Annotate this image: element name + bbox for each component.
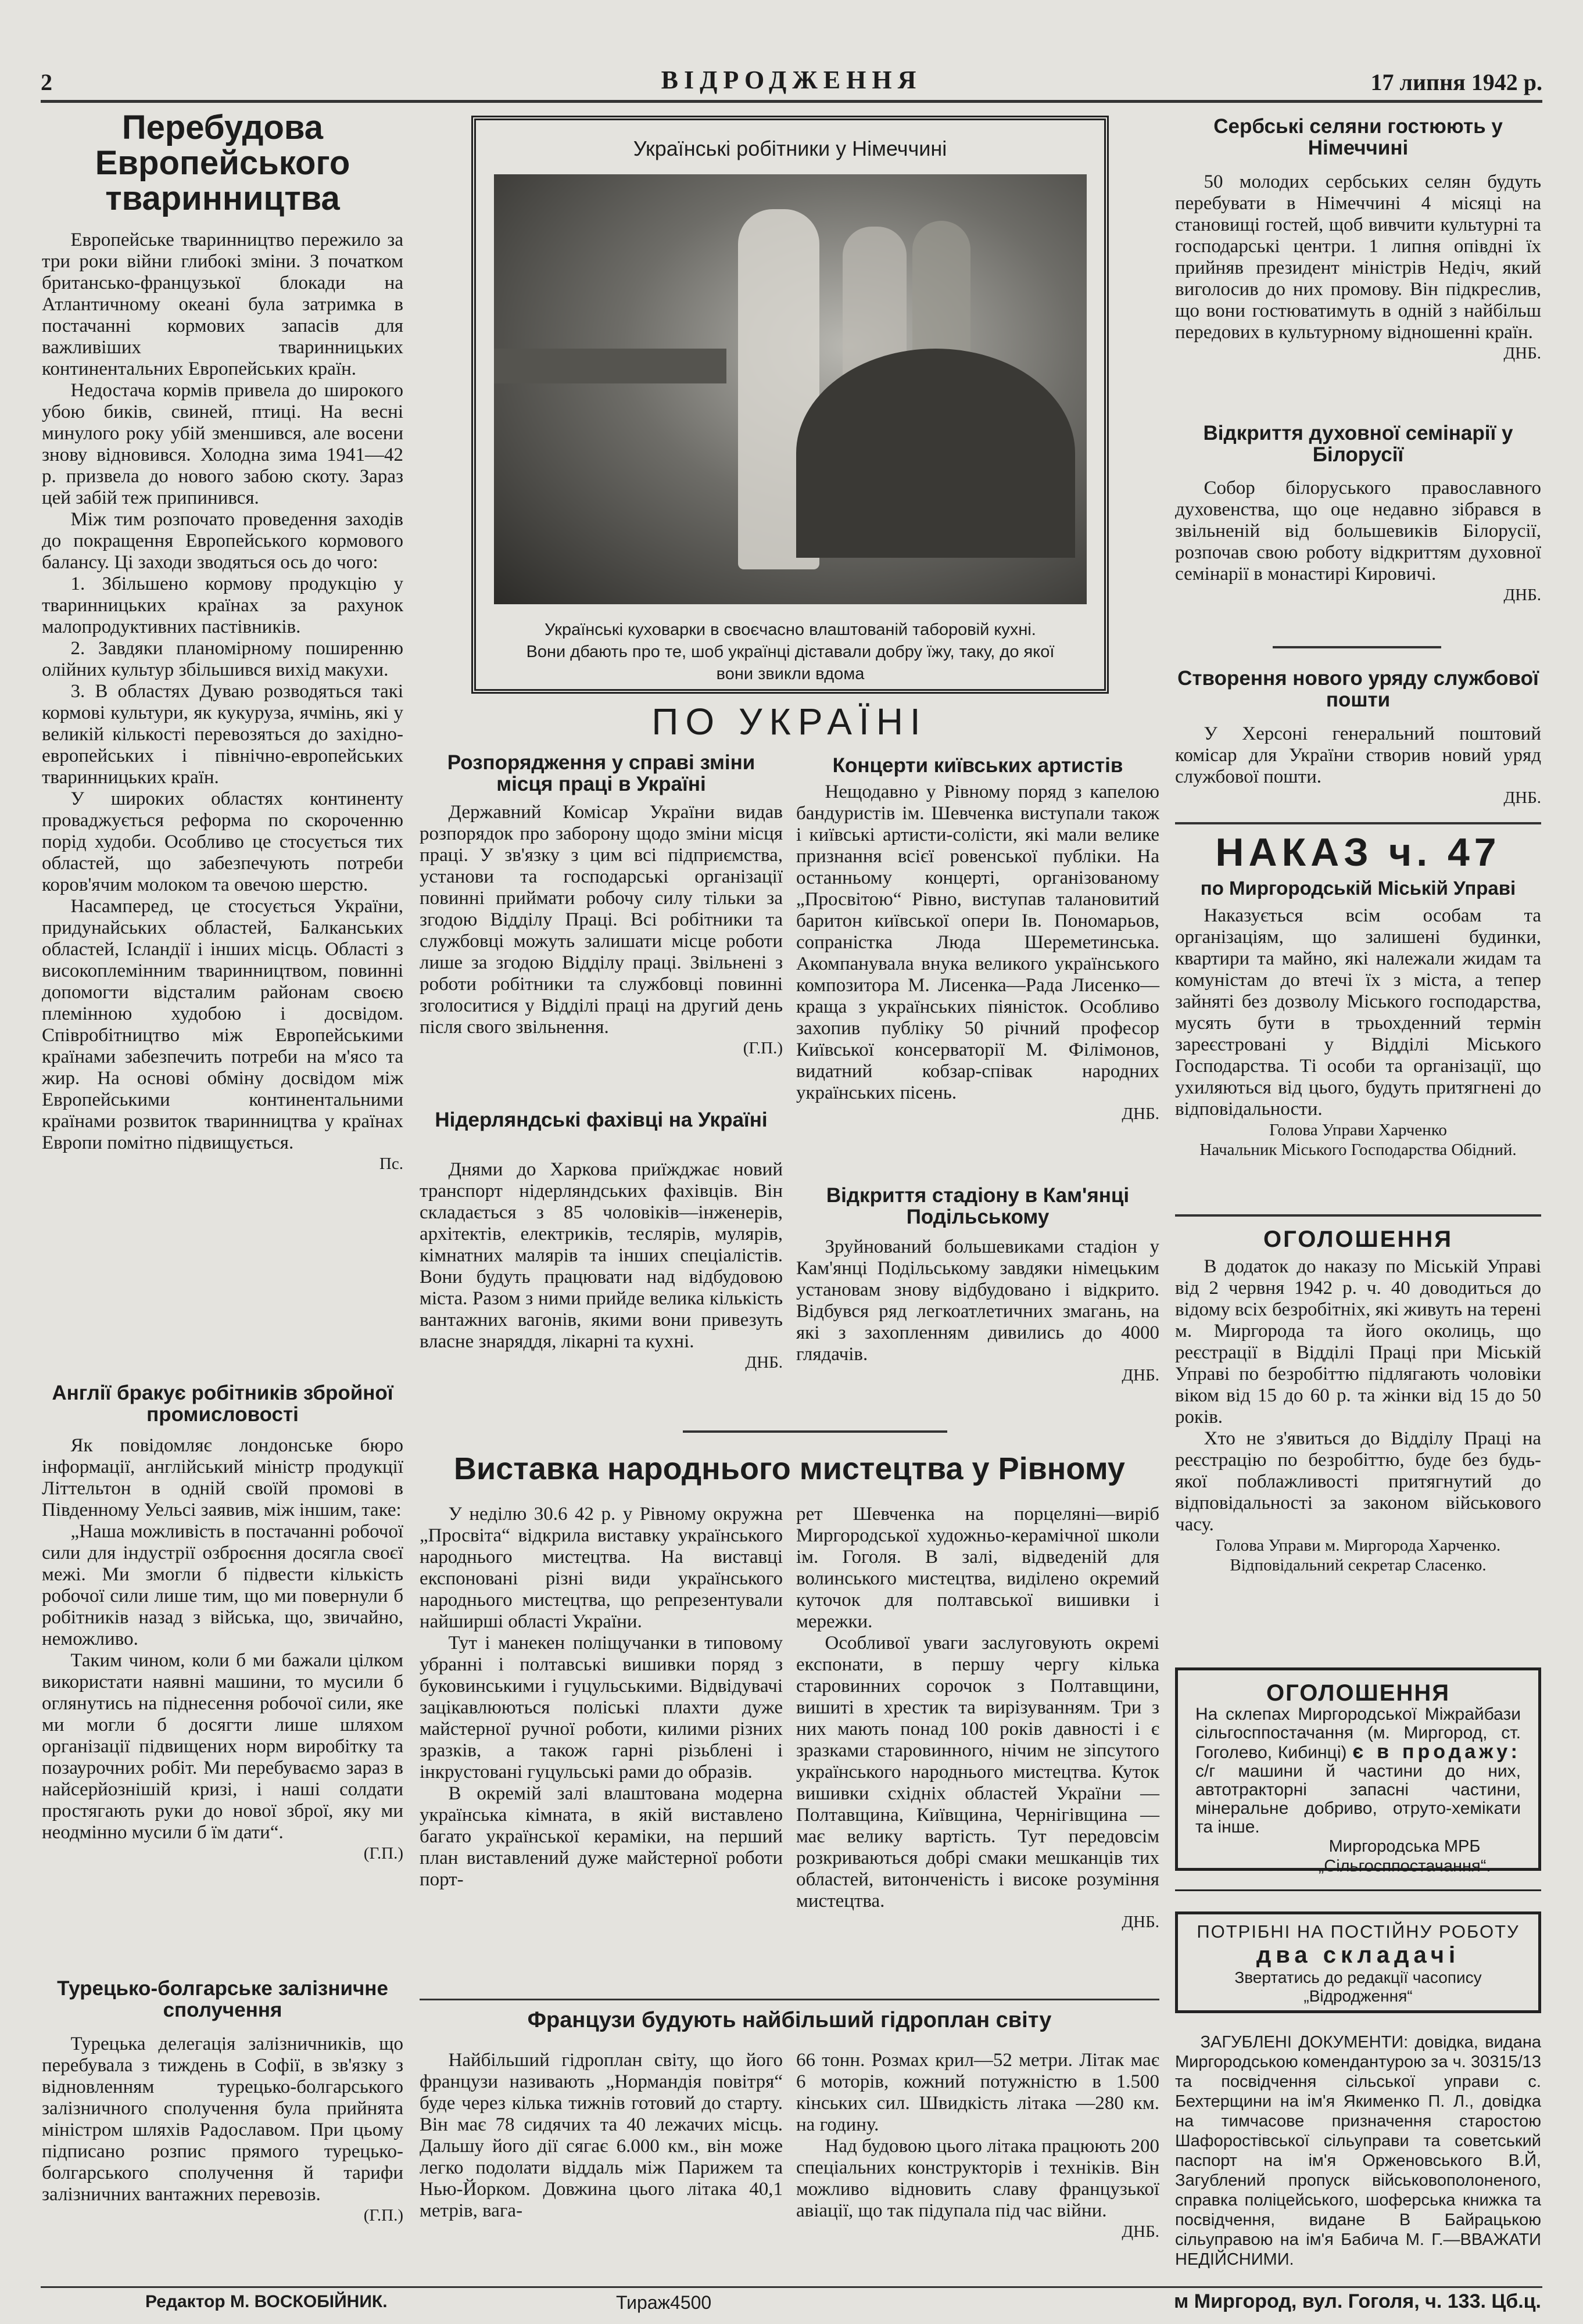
paragraph: Хто не з'явиться до Відділу Праці на реєстрацію по безробіттю, буде без будь-якої поблажливості притягнутий до відповідальності за законом військового часу. xyxy=(1175,1428,1541,1535)
ad-highlight: є в продажу: xyxy=(1352,1741,1521,1763)
lost-docs-lead: ЗАГУБЛЕНІ ДОКУМЕНТИ: xyxy=(1200,2033,1409,2052)
paragraph: Над будовою цього літака працюють 200 спеціальних конструкторів і техніків. Він можливо відновить славу французької авіації, що так підупала під час війни. xyxy=(796,2136,1159,2221)
paragraph: 2. Завдяки планомірному поширенню олійних культур збільшився вихід макухи. xyxy=(42,638,403,680)
signature: ДНБ. xyxy=(1122,1104,1159,1123)
ad-jobs xyxy=(1175,1911,1541,2013)
signature: (Г.П.) xyxy=(363,1844,403,1863)
paragraph: 3. В областях Дуваю розводяться такі кормові культури, як кукуруза, ячмінь, які у великій кількості перевозяться до західно-европейських і північно-европейських тваринницьких країн. xyxy=(42,681,403,788)
signature: Відповідальний секретар Сласенко. xyxy=(1230,1556,1487,1575)
ad-signature: Миргородська МРБ xyxy=(1328,1837,1481,1856)
order-title: НАКАЗ ч. 47 xyxy=(1215,830,1501,874)
ad-text: На склепах Миргородської Міжрайбази сільгосппостачання (м. Миргород, ст. Гоголево, Кибинці) xyxy=(1195,1705,1521,1762)
photo xyxy=(494,174,1087,604)
table xyxy=(494,349,726,383)
article-serbs xyxy=(1175,171,1541,363)
photo-caption xyxy=(482,619,1098,685)
paragraph: У неділю 30.6 42 р. у Рівному окружна „Просвіта“ відкрила виставку українського народнього мистецтва. На виставці експоновані різні види українського народнього мистецтва, що репрезентували найширші області України. xyxy=(420,1504,783,1632)
section-title: ПО УКРАЇНІ xyxy=(651,701,927,743)
paragraph: Турецька делегація залізничників, що перебувала з тиждень в Софії, в зв'язку з відновленням турецько-болгарського залізничного сполучення була прийнята міністром шляхів Радославом. При цьому підписано розпис прямого турецько-болгарського сполучення й тарифи залізничних вантажних перевозів. xyxy=(42,2033,403,2205)
page-number: 2 xyxy=(41,69,52,95)
newspaper-title: ВІДРОДЖЕННЯ xyxy=(661,66,922,94)
signature: (Г.П.) xyxy=(743,1039,783,1057)
paragraph: У Херсоні генеральний поштовий комісар для України створив новий уряд службової пошти. xyxy=(1175,723,1541,787)
kitchen-stove xyxy=(796,349,1075,558)
paragraph: 66 тонн. Розмах крил—52 метри. Літак має 6 моторів, кожний потужністю в 1.500 кінських сил. Швидкість літака —280 км. на годину. xyxy=(796,2050,1159,2135)
article-title: Турецько-болгарське залізничне сполучення xyxy=(57,1977,388,2021)
article-title: Сербські селяни гостюють у Німеччині xyxy=(1213,115,1503,159)
paragraph: 50 молодих сербських селян будуть перебувати в Німеччині 4 місяці на становищі гостей, щоб вивчити культурні та господарські центри. 1 липня опівдні їх прийняв президент міністрів Недіч, який виголосив до них промову. Він підкреслив, що вони гостюватимуть в одній з найбільш передових в культурному відношенні країн. xyxy=(1175,171,1541,343)
divider xyxy=(1175,1889,1541,1891)
photo-title: Українські робітники у Німеччині xyxy=(633,137,947,160)
signature: ДНБ. xyxy=(1122,1366,1159,1385)
divider xyxy=(1175,1214,1541,1217)
ad-signature: „Сільгосппостачання“. xyxy=(1318,1857,1491,1875)
signature: ДНБ. xyxy=(745,1353,783,1372)
paragraph: 1. Збільшено кормову продукцію у тваринницьких країнах за рахунок малопродуктивних пастівників. xyxy=(42,573,403,637)
order-subtitle: по Миргородській Міській Управі xyxy=(1200,877,1516,899)
article-seminary xyxy=(1175,478,1541,605)
signature: Голова Управи Харченко xyxy=(1269,1121,1447,1139)
paragraph: рет Шевченка на порцеляні—виріб Миргородської художньо-керамічної школи ім. Гоголя. В залі, відведеній для волинського мистецтва, виділено окремий куточок для полтавської вишивки і мережки. xyxy=(796,1504,1159,1632)
article-exhibition-right xyxy=(796,1504,1159,1932)
editor: Редактор М. ВОСКОБІЙНИК. xyxy=(145,2292,388,2311)
footer-rule xyxy=(41,2286,1542,2288)
caption-line: Українські куховарки в своєчасно влаштованій таборовій кухні. xyxy=(545,621,1036,639)
article-title: Відкриття духовної семінарії у Білорусії xyxy=(1203,422,1513,466)
article-title: Французи будують найбільший гідроплан світу xyxy=(527,2008,1052,2032)
paragraph: Недостача кормів привела до широкого убою биків, свиней, птиці. На весні минулого року убій зменшився, але восени знову відновився. Холодна зима 1941—42 р. призвела до нового забою скоту. Зараз цей забій теж припинився. xyxy=(42,380,403,508)
divider xyxy=(683,1430,947,1433)
address: м Миргород, вул. Гоголя, ч. 133. Цб.ц. xyxy=(1174,2290,1541,2312)
paragraph: Між тим розпочато проведення заходів до покращення Европейського кормового балансу. Ці заходи зводяться ось до чого: xyxy=(42,509,403,573)
signature: ДНБ. xyxy=(1503,586,1541,604)
signature: ДНБ. xyxy=(1503,788,1541,807)
article-title: Відкриття стадіону в Кам'янці Подільському xyxy=(826,1184,1130,1228)
divider xyxy=(1273,646,1441,648)
divider xyxy=(1175,822,1541,824)
article-title: Концерти київських артистів xyxy=(832,754,1123,777)
paragraph: Нещодавно у Рівному поряд з капелою бандуристів ім. Шевченка виступали також і київські артисти-солісти, які мали велике признання всієї ровенської публіки. На останньому концерті, організованому „Просвітою“ Рівно, виступав талановитий баритон київської опери Ів. Пономарьов, сопраністка Люда Шереметинська. Акомпанувала внука великого українського композитора М. Лисенка—Рада Лисенко—краща з українських піяністок. Особливо захопив публіку 50 річний професор Київської консерваторії М. Філімонов, видатний кобзар-співак народних українських пісень. xyxy=(796,781,1159,1103)
ad-title: ОГОЛОШЕННЯ xyxy=(1266,1680,1450,1706)
ad-sale xyxy=(1175,1667,1541,1875)
article-railway xyxy=(42,2033,403,2225)
paragraph: В окремій залі влаштована модерна українська кімната, в якій виставлено багато української кераміки, на перший план виставлений дуже майстерної роботи порт- xyxy=(420,1783,783,1890)
paragraph: Тут і манекен поліщучанки в типовому убранні і полтавські вишивки поряд з буковинськими і гуцульськими. Відвідувачі зацікавлюються поліські плахти дуже майстерної ручної роботи, килими різних зразків, а також гарні різьблені і інкрустовані гуцульські рами до образів. xyxy=(420,1633,783,1783)
signature: ДНБ. xyxy=(1503,344,1541,363)
lost-documents xyxy=(1175,2032,1541,2269)
paragraph: Як повідомляє лондонське бюро інформації, англійський міністр продукції Літтельтон в одній своїй промові в Південному Уельсі заявив, між іншим, таке: xyxy=(42,1435,403,1520)
ad-highlight: два складачі xyxy=(1256,1942,1460,1968)
signature: Пс. xyxy=(379,1154,403,1173)
paragraph: Собор білоруського православного духовенства, що оце недавно зібрався в звільненій від большевиків Білорусії, розпочав свою роботу відкриттям духовної семінарії в монастирі Кировичі. xyxy=(1175,478,1541,584)
article-title: Виставка народнього мистецтва у Рівному xyxy=(454,1451,1125,1486)
article-exhibition-left xyxy=(420,1504,783,1891)
notice-title: ОГОЛОШЕННЯ xyxy=(1263,1226,1453,1252)
paragraph: Наказується всім особам та організаціям, що залишені будинки, квартири та майно, які належали жидам та комуністам до втечі їх з міста, а тепер зайняті без дозволу Міського господарства, мусять бути в трьохденний термін зареєстровані у Відділі Міського Господарства. Ті особи та організації, що ухиляються від цього, будуть притягнені до відповідальности. xyxy=(1175,905,1541,1120)
header-rule xyxy=(41,100,1542,103)
article-order xyxy=(1175,905,1541,1160)
signature: ДНБ. xyxy=(1122,2222,1159,2241)
caption-line: Вони дбають про те, шоб українці діставали добру їжу, таку, до якої xyxy=(526,643,1055,661)
article-seaplane-right xyxy=(796,2050,1159,2241)
paragraph: Державний Комісар України видав розпорядок про заборону щодо зміни місця праці. У зв'язку з цим всі підприємства, установи та господарські організації повинні приймати робочу силу тільки за згодою Відділу Праці. Всі робітники та службовці можуть залишати місце роботи лише за згодою Відділу праці. Звільнені з роботи робітники та службовці повинні зголоситися у Відділі праці на другий день після свого звільнення. xyxy=(420,802,783,1038)
paragraph: Особливої уваги заслуговують окремі експонати, в першу чергу кілька старовинних сорочок з Полтавщини, вишиті в хрестик та вирізуванням. Три з них мають понад 100 років давності і є зразками старовинного, нічим не зіпсутого українського народнього мистецтва. Куток вишивки східніх областей України —Полтавщина, Київщина, Чернігівщина — має велику вартість. Тут передовсім розкриваються добрі смаки мешканців тих областей, витонченість і високе розуміння мистецтва. xyxy=(796,1633,1159,1911)
article-stadium xyxy=(796,1236,1159,1385)
paragraph: Европейське тваринництво пережило за три роки війни глибокі зміни. З початком британсько-французької блокади на Атлантичному океані була затримка в постачанні кормових запасів для важливіших тваринницьких континентальних Европейських країн. xyxy=(42,229,403,379)
article-title: Англії бракує робітників збройної промисловості xyxy=(52,1382,393,1426)
article-england xyxy=(42,1435,403,1863)
ad-text: ПОТРІБНІ НА ПОСТІЙНУ РОБОТУ xyxy=(1197,1921,1520,1942)
signature: Начальник Міського Господарства Обідний. xyxy=(1199,1141,1517,1159)
article-concerts xyxy=(796,781,1159,1124)
article-notice xyxy=(1175,1256,1541,1575)
paragraph: „Наша можливість в постачанні робочої сили для індустрії озброєння досягла своєї межі. Ми змогли б підвести кількість робочої сили лише тим, що ми повернули б робітників назад з війська, що, звичайно, неможливо. xyxy=(42,1521,403,1649)
paragraph: У широких областях континенту проваджується реформа по скороченню порід худоби. Особливо це стосується тих областей, що забезпечують потреби коров'ячим молоком та овечою шерстю. xyxy=(42,788,403,895)
divider xyxy=(420,1999,1159,2000)
article-title: Нідерляндські фахівці на Україні xyxy=(435,1109,768,1131)
signature: ДНБ. xyxy=(1122,1913,1159,1931)
signature: Голова Управи м. Миргорода Харченко. xyxy=(1215,1536,1501,1555)
circulation: Тираж4500 xyxy=(616,2292,712,2313)
signature: (Г.П.) xyxy=(363,2206,403,2225)
paragraph: Насамперед, це стосується України, придунайських областей, Балканських областей, Ісландії і інших місць. Області з високоплемінним тваринництвом, повинні допомогти відсталим районам своєю племінною худобою і досвідом. Співробітництво між Европейськими країнами забезпечить потреби на м'ясо та жир. На основі обміну досвідом між Европейськими континентальними країнами розвиток тваринництва у країнах Европи помітно підвищується. xyxy=(42,896,403,1153)
paragraph: Зруйнований большевиками стадіон у Кам'янці Подільському завдяки німецьким установам знову відбудовано і відкрито. Відбувся ряд легкоатлетичних змагань, на які з захопленням дивились до 4000 глядачів. xyxy=(796,1236,1159,1365)
article-post xyxy=(1175,723,1541,808)
article-labor xyxy=(420,802,783,1058)
paragraph: В додаток до наказу по Міській Управі від 2 червня 1942 р. ч. 40 доводиться до відому всіх безробітніх, які живуть на терені м. Миргорода та його околиць, що реєстрації в Відділі Праці при Міській Управі по безробіттю підлягають чоловіки віком від 15 до 60 р. та жінки від 15 до 50 років. xyxy=(1175,1256,1542,1428)
article-livestock xyxy=(42,229,403,1174)
article-title: Створення нового уряду службової пошти xyxy=(1177,667,1539,711)
ad-text: Звертатись до редакції часопису xyxy=(1234,1968,1482,1986)
issue-date: 17 липня 1942 р. xyxy=(1370,69,1542,95)
article-dutch xyxy=(420,1159,783,1372)
article-seaplane-left xyxy=(420,2050,783,2222)
article-title: Перебудова Европейського тваринництва xyxy=(95,109,350,217)
ad-text: „Відродження“ xyxy=(1303,1987,1413,2005)
article-title: Розпорядження у справі зміни місця праці в Україні xyxy=(447,751,755,795)
paragraph: Таким чином, коли б ми бажали цілком використати наявні машини, то мусили б оглянутись на піднесення робочої сили, яке ми могли б досягти лише шляхом організації підвищених норм виробітку та позаурочних робіт. Ми перебуваємо зараз в найсерйознішій кризі, і наші солдати простягають руки до нової зброї, яку ми неодмінно мусили б їм дати“. xyxy=(42,1650,403,1843)
ad-text: с/г машини й частини до них, автотракторні запасні частини, мінеральне добриво, отруто-хемікати та інше. xyxy=(1195,1762,1521,1837)
paragraph: Днями до Харкова приїжджає новий транспорт нідерляндських фахівців. Він складається з 85 чоловіків—інженерів, архітектів, електриків, теслярів, мулярів, кімнатних малярів та інших спеціалістів. Вони будуть працювати над відбудовою міста. Разом з ними прийде велика кількість вантажних вагонів, якими вони привезуть власне знаряддя, лікарні та кухні. xyxy=(420,1159,783,1352)
paragraph: Найбільший гідроплан світу, що його французи називають „Нормандія повітря“ буде через кілька тижнів готовий до старту. Він має 78 сидячих та 40 лежачих місць. Дальшу його дії сягає 6.000 км., він може легко подолати віддаль між Парижем та Нью-Йорком. Довжина цього літака 40,1 метрів, вага- xyxy=(420,2050,783,2221)
caption-line: вони звикли вдома xyxy=(716,665,865,683)
lost-docs-text: довідка, видана Миргородською комендантурою за ч. 30315/13 та посвідчення сільської управи с. Бехтерщини на ім'я Якименко П. Л., довідка на тимчасове призначення старостою Шафоростівської сільуправи та советський паспорт на ім'я Орженовського В.Й, Загублений пропуск військовополоненого, справка поліцейського, шоферська книжка та посвідчення, видане В Байрацькою сільуправою на ім'я Бабича М. Г.—ВВАЖАТИ НЕДІЙСНИМИ. xyxy=(1175,2033,1542,2269)
